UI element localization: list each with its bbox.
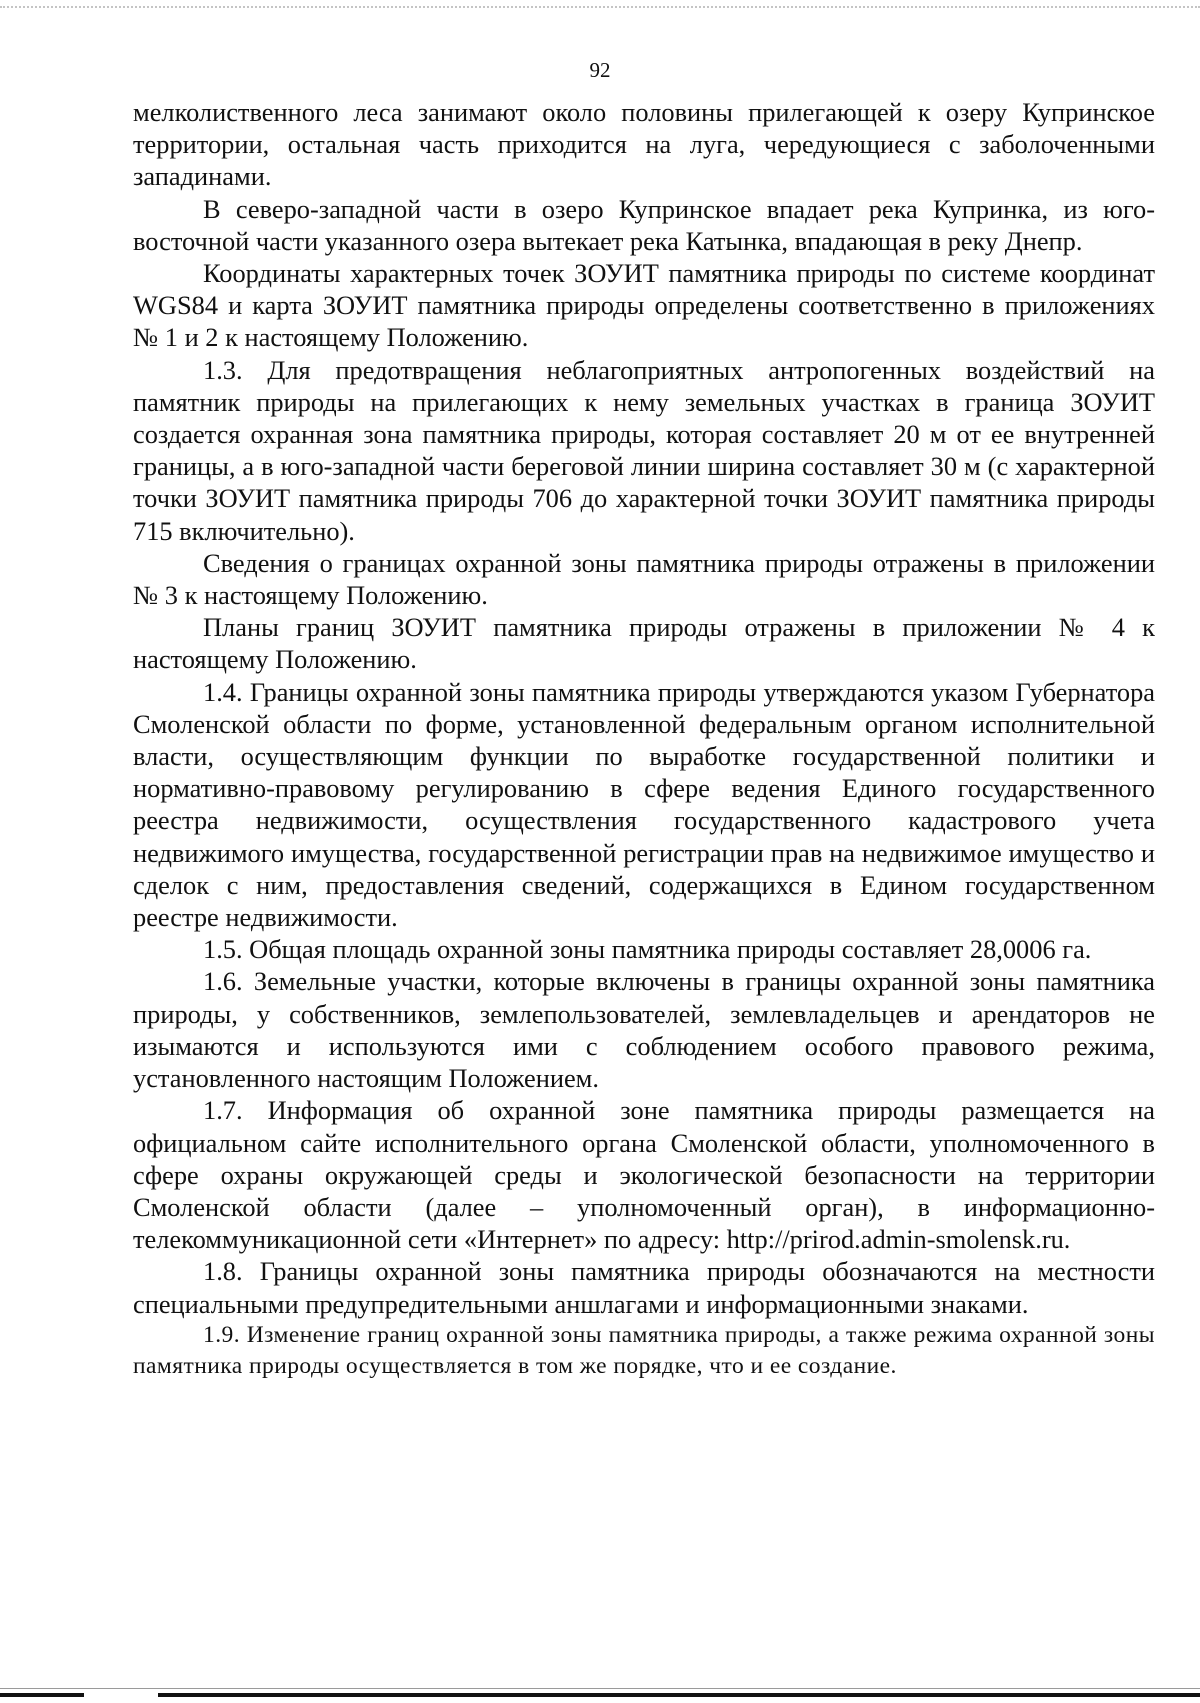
- document-body: [133, 96, 1155, 1382]
- paragraph-clause-1-8: 1.8. Границы охранной зоны памятника природы обозначаются на местности специальными предупредительными аншлагами и информационными знаками.: [133, 1256, 1155, 1319]
- paragraph-clause-1-6: 1.6. Земельные участки, которые включены в границы охранной зоны памятника природы, у собственников, землепользователей, землевладельцев и арендаторов не изымаются и используются ими с соблюдением особого правового режима, установленного настоящим Положением.: [133, 966, 1155, 1094]
- scan-bottom-edge-left: [0, 1693, 84, 1697]
- paragraph-clause-1-3: 1.3. Для предотвращения неблагоприятных антропогенных воздействий на памятник природы на прилегающих к нему земельных участках в граница ЗОУИТ создается охранная зона памятника природы, которая составляет 20 м от ее внутренней границы, а в юго-западной части береговой линии ширина составляет 30 м (с характерной точки ЗОУИТ памятника природы 706 до характерной точки ЗОУИТ памятника природы 715 включительно).: [133, 354, 1155, 546]
- paragraph-clause-1-7: 1.7. Информация об охранной зоне памятника природы размещается на официальном сайте исполнительного органа Смоленской области, уполномоченного в сфере охраны окружающей среды и экологической безопасности на территории Смоленской области (далее – уполномоченный орган), в информационно-телекоммуникационной сети «Интернет» по адресу: http://prirod.admin-smolensk.ru.: [133, 1095, 1155, 1255]
- scan-bottom-edge-right: [158, 1693, 1200, 1697]
- scan-bottom-edge-thin: [0, 1688, 1200, 1689]
- paragraph-coordinates: Координаты характерных точек ЗОУИТ памятника природы по системе координат WGS84 и карта ЗОУИТ памятника природы определены соответственно в приложениях № 1 и 2 к настоящему Положению.: [133, 258, 1155, 353]
- paragraph-clause-1-4: 1.4. Границы охранной зоны памятника природы утверждаются указом Губернатора Смоленской области по форме, установленной федеральным органом исполнительной власти, осуществляющим функции по выработке государственной политики и нормативно-правовому регулированию в сфере ведения Единого государственного реестра недвижимости, осуществления государственного кадастрового учета недвижимого имущества, государственной регистрации прав на недвижимое имущество и сделок с ним, предоставления сведений, содержащихся в Едином государственном реестре недвижимости.: [133, 676, 1155, 933]
- paragraph-forest-description: мелколиственного леса занимают около половины прилегающей к озеру Купринское территории, остальная часть приходится на луга, чередующиеся с заболоченными западинами.: [133, 97, 1155, 192]
- paragraph-boundary-plans: Планы границ ЗОУИТ памятника природы отражены в приложении № 4 к настоящему Положению.: [133, 612, 1155, 675]
- paragraph-clause-1-9: 1.9. Изменение границ охранной зоны памятника природы, а также режима охранной зоны памятника природы осуществляется в том же порядке, что и ее создание.: [133, 1321, 1155, 1379]
- paragraph-rivers: В северо-западной части в озеро Купринское впадает река Купринка, из юго-восточной части указанного озера вытекает река Катынка, впадающая в реку Днепр.: [133, 193, 1155, 256]
- paragraph-boundary-info: Сведения о границах охранной зоны памятника природы отражены в приложении № 3 к настоящему Положению.: [133, 547, 1155, 611]
- page-number: 92: [589, 58, 611, 82]
- scan-top-edge: [0, 6, 1200, 8]
- paragraph-clause-1-5: 1.5. Общая площадь охранной зоны памятника природы составляет 28,0006 га.: [203, 934, 1092, 965]
